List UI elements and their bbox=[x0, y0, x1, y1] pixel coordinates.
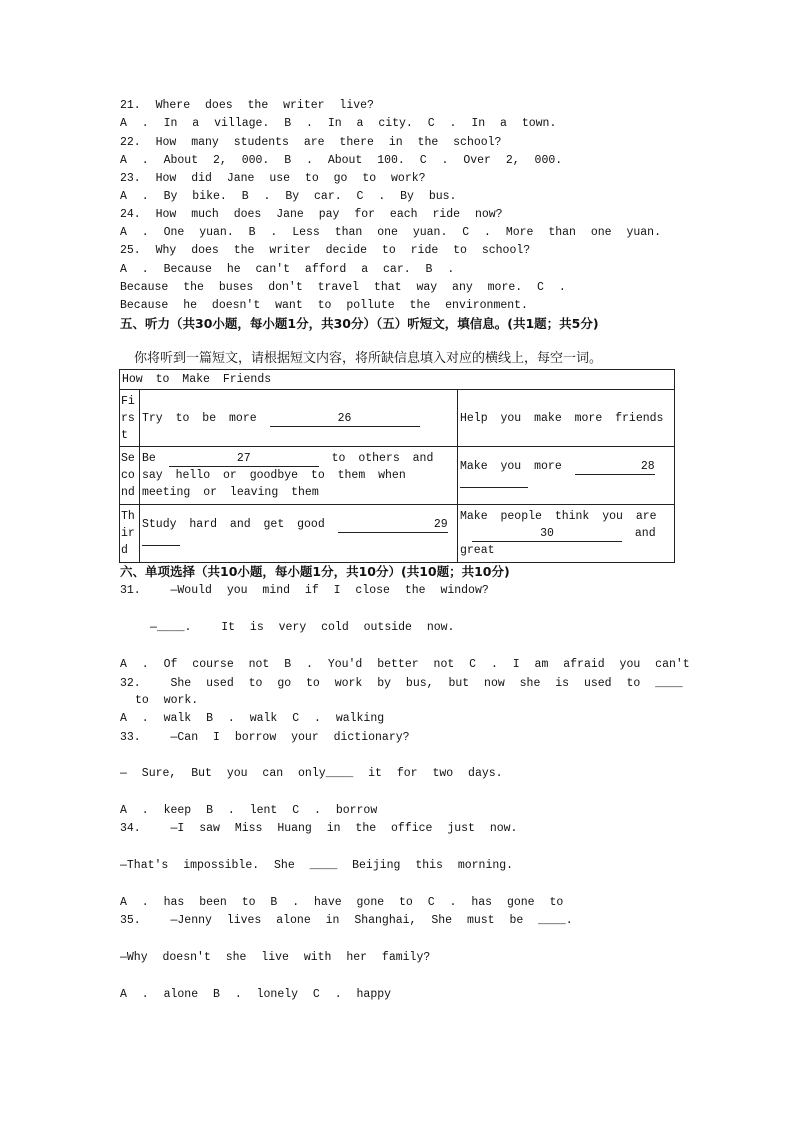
reply-31: —____. It is very cold outside now. bbox=[150, 621, 455, 634]
question-23: 23. How did Jane use to go to work? bbox=[120, 172, 426, 185]
options-25-b: Because the buses don't travel that way any more. C . bbox=[120, 281, 566, 294]
section-6-heading: 六、单项选择（共10小题，每小题1分，共10分）(共10题；共10分) bbox=[120, 564, 510, 579]
table-row bbox=[120, 390, 675, 447]
options-25-a: A . Because he can't afford a car. B . bbox=[120, 263, 455, 276]
section-5-instruction: 你将听到一篇短文，请根据短文内容，将所缺信息填入对应的横线上，每空一词。 bbox=[134, 351, 603, 366]
table-title: How to Make Friends bbox=[120, 370, 675, 390]
question-24: 24. How much does Jane pay for each ride now? bbox=[120, 208, 503, 221]
options-32: A . walk B . walk C . walking bbox=[120, 712, 385, 725]
question-32-cont: to work. bbox=[135, 694, 199, 707]
table-row bbox=[120, 447, 675, 505]
section-5-heading: 五、听力（共30小题，每小题1分，共30分）（五）听短文，填信息。(共1题；共5分) bbox=[120, 316, 599, 331]
options-34: A . has been to B . have gone to C . has gone to bbox=[120, 896, 564, 909]
options-31: A . Of course not B . You'd better not C . I am afraid you can't bbox=[120, 658, 690, 671]
blank-28[interactable]: 28 bbox=[575, 460, 655, 475]
blank-27[interactable]: 27 bbox=[169, 452, 319, 467]
blank-30[interactable]: 30 bbox=[472, 527, 622, 542]
tip-cell-second: Be 27 to others and say hello or goodbye to them when meeting or leaving them bbox=[140, 447, 458, 505]
blank-29-cont bbox=[142, 533, 180, 546]
reply-35: —Why doesn't she live with her family? bbox=[120, 951, 431, 964]
question-33: 33. —Can I borrow your dictionary? bbox=[120, 731, 410, 744]
question-21: 21. Where does the writer live? bbox=[120, 99, 374, 112]
question-32: 32. She used to go to work by bus, but now she is used to ____ bbox=[120, 677, 683, 690]
options-25-c: Because he doesn't want to pollute the environment. bbox=[120, 299, 528, 312]
tip-cell-third: Study hard and get good 29 bbox=[140, 505, 458, 563]
question-25: 25. Why does the writer decide to ride to school? bbox=[120, 244, 531, 257]
options-33: A . keep B . lent C . borrow bbox=[120, 804, 378, 817]
tip-cell-first: Try to be more 26 bbox=[140, 390, 458, 447]
question-34: 34. —I saw Miss Huang in the office just now. bbox=[120, 822, 518, 835]
reply-33: — Sure, But you can only____ it for two days. bbox=[120, 767, 503, 780]
blank-28-cont bbox=[460, 475, 528, 488]
result-cell-second: Make you more 28 bbox=[458, 447, 675, 505]
table-row bbox=[120, 505, 675, 563]
question-35: 35. —Jenny lives alone in Shanghai, She must be ____. bbox=[120, 914, 573, 927]
friends-table bbox=[119, 369, 675, 563]
question-31: 31. —Would you mind if I close the window? bbox=[120, 584, 489, 597]
row-label-second: Se co nd bbox=[120, 447, 140, 505]
options-24: A . One yuan. B . Less than one yuan. C . More than one yuan. bbox=[120, 226, 661, 239]
options-23: A . By bike. B . By car. C . By bus. bbox=[120, 190, 457, 203]
options-21: A . In a village. B . In a city. C . In a town. bbox=[120, 117, 557, 130]
reply-34: —That's impossible. She ____ Beijing this morning. bbox=[120, 859, 514, 872]
blank-26[interactable]: 26 bbox=[270, 412, 420, 427]
row-label-first: Fi rs t bbox=[120, 390, 140, 447]
question-22: 22. How many students are there in the school? bbox=[120, 136, 502, 149]
result-cell-third: Make people think you are 30 and great bbox=[458, 505, 675, 563]
result-cell-first: Help you make more friends bbox=[458, 390, 675, 447]
blank-29[interactable]: 29 bbox=[338, 518, 448, 533]
options-35: A . alone B . lonely C . happy bbox=[120, 988, 392, 1001]
row-label-third: Th ir d bbox=[120, 505, 140, 563]
options-22: A . About 2, 000. B . About 100. C . Over 2, 000. bbox=[120, 154, 563, 167]
